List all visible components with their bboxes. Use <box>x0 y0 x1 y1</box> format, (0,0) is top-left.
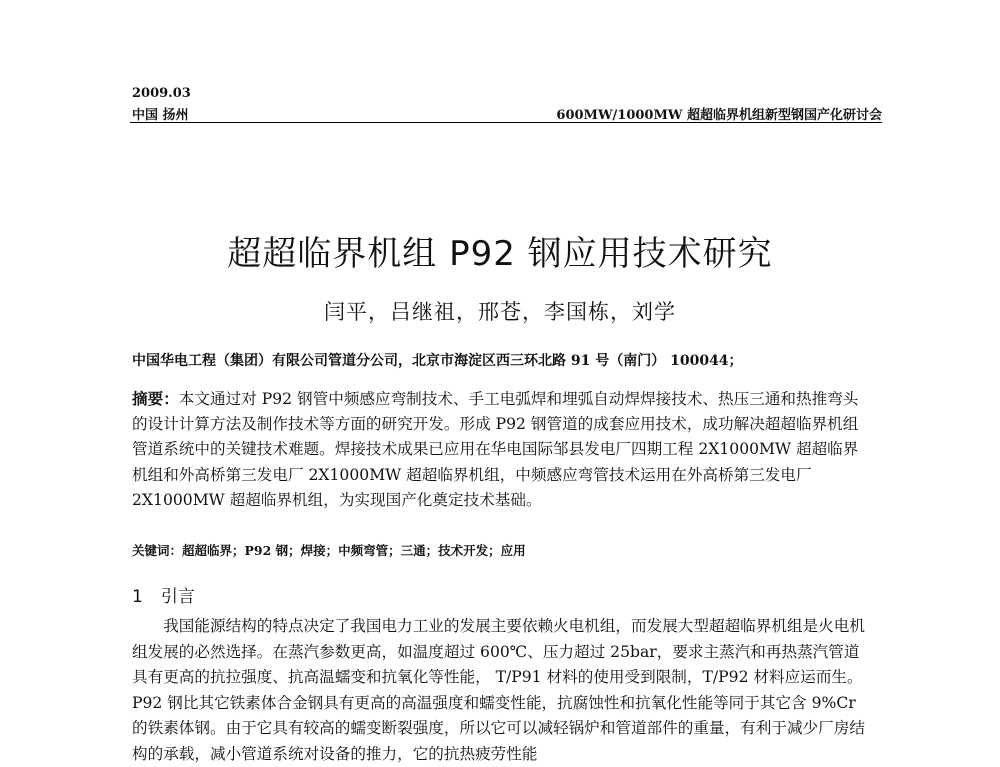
header-place: 中国 扬州 <box>132 108 189 123</box>
section-heading <box>132 582 195 607</box>
section-number: 1 <box>132 587 143 607</box>
abstract-text: 本文通过对 P92 钢管中频感应弯制技术、手工电弧焊和埋弧自动焊焊接技术、热压三通和热推弯头的设计计算方法及制作技术等方面的研究开发。形成 P92 钢管道的成套应用技术，成功解决超超临界机组管道系统中的关键技术难题。焊接技术成果已应用在华电国际邹县发电厂四期工程 2X1000MW 超超临界机组和外高桥第三发电厂 2X1000MW 超超临界机组，中频感应弯管技术运用在外高桥第三发电厂 2X1000MW 超超临界机组，为实现国产化奠定技术基础。 <box>132 390 859 509</box>
abstract-label: 摘要： <box>132 389 179 408</box>
header-rule <box>130 122 882 123</box>
header-date: 2009.03 <box>132 86 191 101</box>
abstract <box>132 386 872 513</box>
body-paragraph: 我国能源结构的特点决定了我国电力工业的发展主要依赖火电机组，而发展大型超超临界机组是火电机组发展的必然选择。在蒸汽参数更高，如温度超过 600℃、压力超过 25bar，要求主蒸汽和再热蒸汽管道具有更高的抗拉强度、抗高温蠕变和抗氧化等性能， T/P91 材料的使用受到限制，T/P92 材料应运而生。P92 钢比其它铁素体合金钢具有更高的高温强度和蠕变性能，抗腐蚀性和抗氧化性能等同于其它含 9%Cr 的铁素体钢。由于它具有较高的蠕变断裂强度，所以它可以减轻锅炉和管道部件的重量，有利于减少厂房结构的承载，减小管道系统对设备的推力，它的抗热疲劳性能 <box>132 617 865 763</box>
section-title: 引言 <box>160 587 195 607</box>
keywords: 关键词：超超临界；P92 钢；焊接；中频弯管；三通；技术开发；应用 <box>132 543 526 558</box>
author-list: 闫平，吕继祖，邢苍，李国栋，刘学 <box>324 300 676 324</box>
affiliation: 中国华电工程（集团）有限公司管道分公司，北京市海淀区西三环北路 91 号（南门） 100044； <box>132 353 743 369</box>
paper-title: 超超临界机组 P92 钢应用技术研究 <box>227 234 773 274</box>
header-conference: 600MW/1000MW 超超临界机组新型钢国产化研讨会 <box>556 108 882 123</box>
